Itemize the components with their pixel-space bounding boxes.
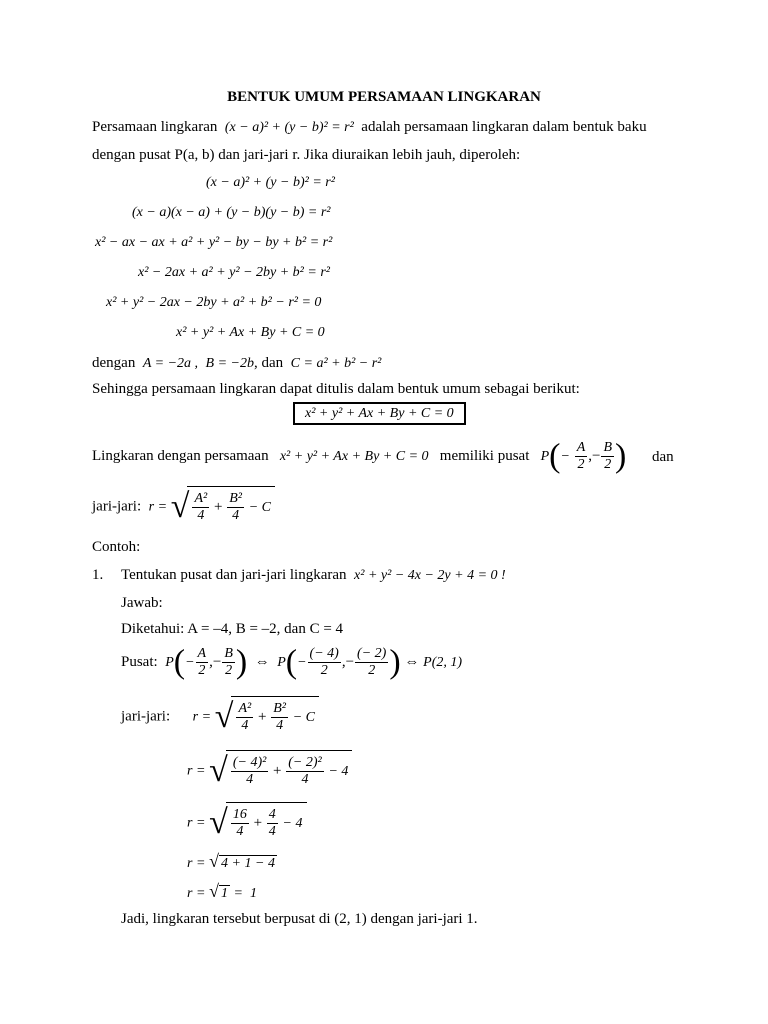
equivalence-arrow-2: ⇔ [404, 654, 420, 670]
dengan-A: A = −2a , [142, 356, 199, 371]
general-form-equation: x² + y² + Ax + By + C = 0 [293, 402, 466, 425]
dengan-label: dengan [92, 355, 136, 371]
dengan-B: B = −2b [205, 356, 254, 371]
frac-B-2: $\frac{B}{2}$ [603, 440, 613, 473]
derivation-step-6: x² + y² + Ax + By + C = 0 [176, 325, 325, 340]
intro-line-1 [92, 118, 647, 137]
intro-line-2: dengan pusat P(a, b) dan jari-jari r. Jika diuraikan lebih jauh, diperoleh: [92, 147, 521, 163]
center-P: P [540, 449, 550, 464]
dengan-line [92, 354, 381, 373]
jari-step-3: r = √ $\frac{16}{4}$ + $\frac{4}{4}$ − 4 [187, 802, 307, 844]
frac-A-2: $\frac{A}{2}$ [576, 440, 586, 473]
jari-label: jari-jari: [121, 708, 171, 725]
center-dan: dan [652, 449, 674, 465]
radius-line [92, 486, 275, 528]
center-line: Lingkaran dengan persamaan x² + y² + Ax + By + C = 0 memiliki pusat P(− $\frac{A}{2}$ ,− $\frac{B}{2}$ ) [92, 437, 627, 475]
jari-step-2: r = √ $\frac{\text{(− 4)²}}{4}$ + $\frac{\text{(− 2)²}}{4}$ − 4 [187, 750, 352, 792]
jawab-label: Jawab: [121, 595, 163, 611]
center-text-2: memiliki pusat [439, 448, 530, 464]
radius-lhs: r = [148, 499, 168, 515]
center-equation: x² + y² + Ax + By + C = 0 [279, 449, 429, 464]
right-paren: ) [615, 437, 627, 475]
problem-number: 1. [92, 567, 104, 583]
intro-text-end: adalah persamaan lingkaran dalam bentuk baku [361, 119, 647, 135]
center-text-1: Lingkaran dengan persamaan [92, 448, 269, 464]
problem-line [121, 566, 506, 585]
diketahui-line: Diketahui: A = –4, B = –2, dan C = 4 [121, 621, 344, 637]
derivation-step-5: x² + y² − 2ax − 2by + a² + b² − r² = 0 [106, 295, 322, 310]
derivation-step-4: x² − 2ax + a² + y² − 2by + b² = r² [138, 265, 330, 280]
dengan-C: C = a² + b² − r² [290, 356, 382, 371]
derivation-step-3: x² − ax − ax + a² + y² − by − by + b² = r² [95, 235, 333, 250]
intro-text-start: Persamaan lingkaran [92, 119, 218, 135]
pusat-line: Pusat: P(− $\frac{A}{2}$ ,− $\frac{B}{2}$ ) ⇔ P(− $\frac{(- 4)}{2}$ ,− $\frac{(- 2)}{2}$ ) ⇔ P(2, 1) [121, 643, 463, 681]
sehingga-line: Sehingga persamaan lingkaran dapat ditulis dalam bentuk umum sebagai berikut: [92, 381, 580, 397]
radius-label: jari-jari: [92, 498, 142, 515]
derivation-step-2: (x − a)(x − a) + (y − b)(y − b) = r² [132, 205, 331, 220]
page-title: BENTUK UMUM PERSAMAAN LINGKARAN [227, 89, 541, 105]
problem-text: Tentukan pusat dan jari-jari lingkaran [121, 567, 347, 583]
general-form-box [293, 404, 466, 423]
jari-step-1: jari-jari: r = √ $\frac{\text{A²}}{4}$ + $\frac{\text{B²}}{4}$ − C [121, 696, 319, 738]
dengan-dan: , dan [253, 355, 284, 371]
pusat-result: P(2, 1) [423, 655, 463, 670]
left-paren: ( [549, 437, 561, 475]
jari-step-4: r = √ 4 + 1 − 4 [187, 851, 275, 871]
conclusion-line: Jadi, lingkaran tersebut berpusat di (2, 1) dengan jari-jari 1. [121, 911, 478, 927]
pusat-label: Pusat: [121, 654, 158, 670]
derivation-step-1: (x − a)² + (y − b)² = r² [206, 175, 335, 190]
problem-equation: x² + y² − 4x − 2y + 4 = 0 ! [354, 568, 506, 583]
equivalence-arrow: ⇔ [254, 654, 270, 670]
standard-form-equation: (x − a)² + (y − b)² = r² [224, 120, 354, 135]
contoh-label: Contoh: [92, 539, 141, 555]
radius-sqrt: √ $\frac{\text{A²}}{4}$ + $\frac{\text{B²}}{4}$ − C [171, 486, 275, 528]
jari-step-5: r = √ 1 = 1 [187, 881, 257, 901]
